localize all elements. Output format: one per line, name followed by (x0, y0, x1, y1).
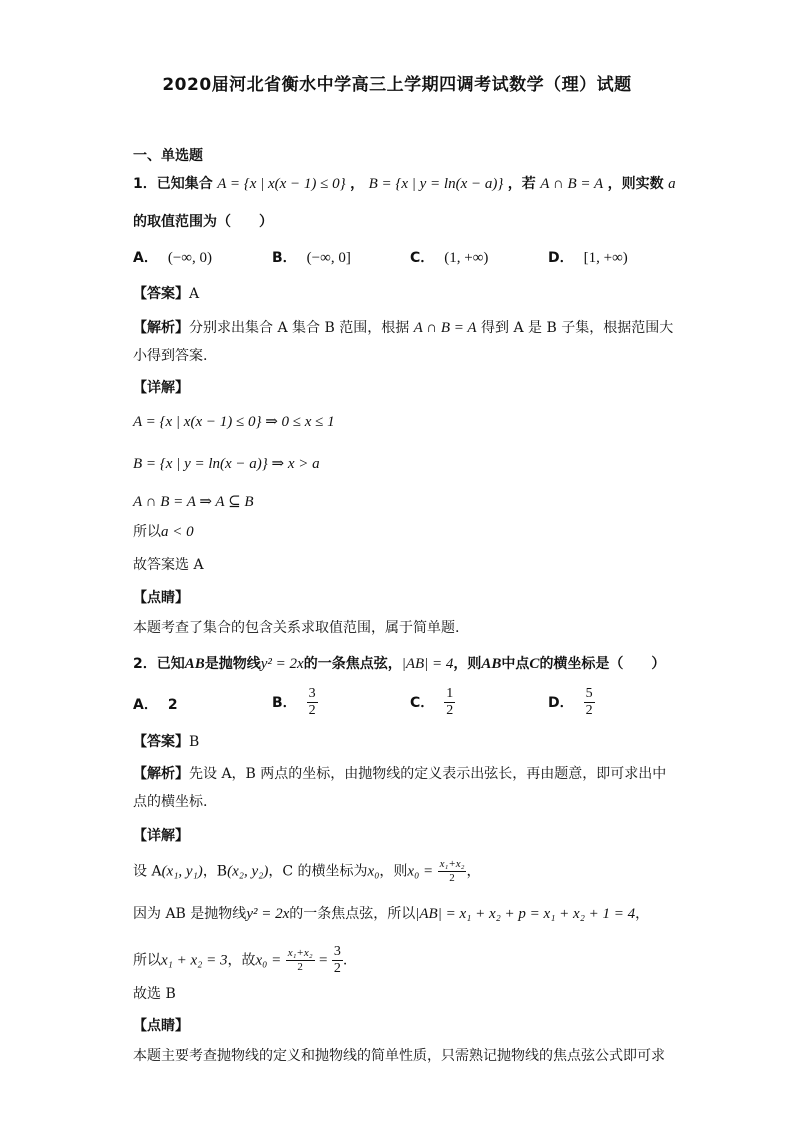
q2-detail-step3: 所以x₁ + x₂ = 3，故x₀ = $\frac{\text{x₁+x₂}}{2}$ = $\frac{3}{2}$ . (133, 944, 348, 976)
q2-comment: 本题主要考查抛物线的定义和抛物线的简单性质，只需熟记抛物线的焦点弦公式即可求 (133, 1048, 665, 1064)
q2-detail-step4: 故选 B (133, 986, 176, 1002)
q2-analysis-line1: 【解析】先设 A，B 两点的坐标，由抛物线的定义表示出弦长，再由题意，即可求出中 (133, 766, 667, 782)
q1-option-d: D． [1, +∞) (548, 250, 628, 266)
q1-condition: A ∩ B = A (540, 176, 604, 192)
q1-comment: 本题考查了集合的包含关系求取值范围，属于简单题. (133, 620, 460, 636)
q1-stem-line2: 的取值范围为（ ） (133, 214, 273, 230)
section-heading: 一、单选题 (133, 148, 203, 164)
q1-answer: 【答案】A (133, 286, 200, 302)
q1-comment-heading: 【点睛】 (133, 590, 189, 606)
q1-stem-line1: 1．已知集合 A = {x | x(x − 1) ≤ 0} ， B = {x | y = ln(x − a)} ，若 A ∩ B = A ，则实数 a (133, 176, 676, 192)
q1-analysis-line1: 【解析】分别求出集合 A 集合 B 范围，根据 A ∩ B = A 得到 A 是 B 子集，根据范围大 (133, 320, 674, 336)
q2-option-c: C． $\frac{1}{2}$ (410, 686, 454, 718)
q1-analysis-line2: 小得到答案. (133, 348, 208, 364)
q2-detail-step1: 设 A(x₁, y₁)，B(x₂, y₂)，C 的横坐标为x₀，则x₀ = $\frac{\text{x₁+x₂}}{2}$ ， (133, 858, 481, 884)
q1-set-a: A = {x | x(x − 1) ≤ 0} (217, 176, 346, 192)
q2-detail-step2: 因为 AB 是抛物线y² = 2x的一条焦点弦，所以|AB| = x₁ + x₂ + p = x₁ + x₂ + 1 = 4， (133, 906, 650, 922)
q2-option-a: A． 2 (133, 697, 178, 713)
page-title: 2020届河北省衡水中学高三上学期四调考试数学（理）试题 (162, 75, 632, 95)
q2-stem: 2．已知AB是抛物线y² = 2x的一条焦点弦，|AB| = 4，则AB中点C的横坐标是（ ） (133, 656, 666, 672)
q2-comment-heading: 【点睛】 (133, 1018, 189, 1034)
q1-detail-step2: B = {x | y = ln(x − a)} ⇒ x > a (133, 456, 320, 472)
q1-detail-step3: A ∩ B = A ⇒ A ⊆ B (133, 494, 254, 510)
q2-option-d: D． $\frac{5}{2}$ (548, 686, 593, 718)
q2-detail-heading: 【详解】 (133, 828, 189, 844)
q2-analysis-line2: 点的横坐标. (133, 794, 208, 810)
q1-set-b: B = {x | y = ln(x − a)} (368, 176, 504, 192)
q2-option-b: B． $\frac{3}{2}$ (272, 686, 316, 718)
q1-detail-heading: 【详解】 (133, 380, 189, 396)
q1-detail-step4: 所以a < 0 (133, 524, 194, 540)
q1-detail-step5: 故答案选 A (133, 557, 204, 573)
q1-detail-step1: A = {x | x(x − 1) ≤ 0} ⇒ 0 ≤ x ≤ 1 (133, 414, 335, 430)
q1-option-b: B． (−∞, 0] (272, 250, 351, 266)
q1-option-a: A． (−∞, 0) (133, 250, 212, 266)
q1-option-c: C． (1, +∞) (410, 250, 489, 266)
q2-answer: 【答案】B (133, 734, 200, 750)
